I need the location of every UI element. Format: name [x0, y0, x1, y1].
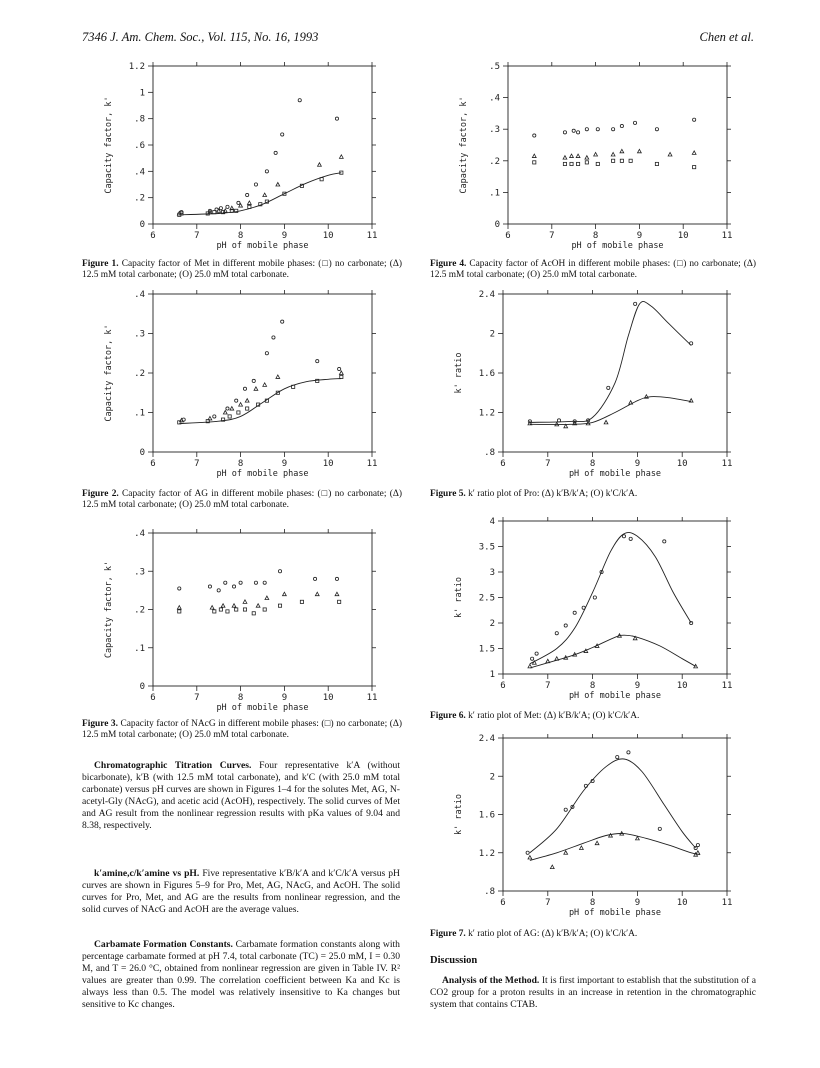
x-tick-label: 7 [545, 898, 551, 908]
y-tick-label: .4 [134, 290, 145, 300]
plot-frame [153, 533, 372, 686]
x-tick-label: 11 [366, 693, 378, 703]
data-point-circle [313, 577, 316, 580]
x-axis-label: pH of mobile phase [568, 469, 662, 479]
data-point-triangle [247, 201, 251, 205]
data-point-triangle [636, 836, 640, 840]
data-point-triangle [254, 387, 258, 391]
data-point-square [237, 411, 240, 414]
data-point-square [563, 162, 566, 165]
data-point-circle [246, 193, 249, 196]
y-tick-label: 1.2 [128, 62, 145, 72]
y-tick-label: 0 [494, 220, 500, 230]
fit-curve [179, 379, 341, 424]
data-point-circle [563, 131, 566, 134]
y-axis-label: Capacity factor, k' [104, 96, 114, 194]
data-point-circle [690, 342, 693, 345]
plot-frame [153, 66, 372, 224]
data-point-triangle [223, 411, 227, 415]
data-point-square [612, 159, 615, 162]
data-point-triangle [243, 600, 247, 604]
data-point-circle [254, 183, 257, 186]
y-tick-label: .8 [484, 887, 495, 897]
fit-curve [530, 759, 696, 853]
data-point-circle [281, 133, 284, 136]
figure-6-caption: Figure 6. k′ ratio plot of Met: (Δ) k′B/k′A; (O) k′C/k′A. [430, 711, 640, 721]
data-point-circle [526, 851, 529, 854]
data-point-circle [215, 208, 218, 211]
data-point-square [213, 610, 216, 613]
x-tick-label: 10 [677, 231, 689, 241]
data-point-triangle [256, 604, 260, 608]
data-point-square [219, 608, 222, 611]
data-point-triangle [221, 604, 225, 608]
x-tick-label: 8 [237, 231, 244, 241]
figure-3-caption: Figure 3. Capacity factor of NAcG in different mobile phases: (□) no carbonate; (Δ) 12.5 mM total carbonate; (O) 25.0 mM total carbonate. [82, 719, 402, 740]
y-tick-label: 1 [489, 670, 495, 680]
data-point-circle [573, 611, 576, 614]
paragraph-titration: Chromatographic Titration Curves. Four representative k′A (without bicarbonate), k′B (with 12.5 mM total carbonate), and k′C (with 25.0 mM total carbonate) versus pH curves are shown in Figures 1–4 for the solutes Met, AG, N-acetyl-Gly (NAcG), and acetic acid (AcOH), respectively. The solid curves of Met and AG result from the nonlinear regression results with pKa values of 9.04 and 8.38, respectively. [82, 760, 400, 831]
y-tick-label: 1.2 [478, 848, 495, 859]
data-point-circle [298, 99, 301, 102]
data-point-circle [217, 589, 220, 592]
y-tick-label: 3 [489, 568, 495, 578]
x-tick-label: 8 [589, 681, 596, 691]
data-point-square [252, 612, 255, 615]
data-point-circle [634, 302, 637, 305]
data-point-triangle [532, 154, 536, 158]
data-point-circle [252, 379, 255, 382]
x-tick-label: 7 [194, 459, 200, 469]
y-tick-label: 2 [489, 619, 495, 629]
data-point-triangle [594, 152, 598, 156]
y-tick-label: 2.4 [478, 734, 495, 744]
x-tick-label: 6 [500, 459, 506, 469]
y-tick-label: 0 [139, 448, 145, 458]
y-tick-label: .1 [134, 643, 145, 654]
data-point-circle [535, 652, 538, 655]
paragraph-carbamate: Carbamate Formation Constants. Carbamate formation constants along with percentage carbamate formed at pH 7.4, total carbonate (TC) = 25.0 mM, I = 0.30 M, and T = 26.0 °C, obtained from nonlinear regression are given in Table IV. R² values are greater than 0.99. The correlation coefficient between Ka and Kc is always less than 0.5. The model was relatively insensitive to Ka changes but sensitive to Kc changes. [82, 939, 400, 1010]
data-point-square [576, 162, 579, 165]
data-point-circle [316, 360, 319, 363]
data-point-circle [596, 128, 599, 131]
data-point-triangle [239, 403, 243, 407]
fit-curve [530, 301, 691, 422]
data-point-circle [232, 585, 235, 588]
figure-2 [95, 286, 400, 486]
data-point-triangle [265, 596, 269, 600]
data-point-triangle [696, 851, 700, 855]
x-axis-label: pH of mobile phase [568, 908, 662, 918]
data-point-circle [226, 205, 229, 208]
x-tick-label: 10 [322, 231, 334, 241]
x-tick-label: 10 [322, 459, 334, 469]
figure-4-caption: Figure 4. Capacity factor of AcOH in different mobile phases: (□) no carbonate; (Δ) 12.5 mM total carbonate; (O) 25.0 mM total carbonate. [430, 259, 756, 280]
data-point-square [278, 604, 281, 607]
data-point-circle [224, 581, 227, 584]
data-point-triangle [585, 156, 589, 160]
y-tick-label: .2 [134, 605, 145, 616]
x-tick-label: 11 [366, 231, 378, 241]
data-point-circle [254, 581, 257, 584]
data-point-triangle [245, 399, 249, 403]
figure-7 [445, 730, 755, 925]
data-point-square [629, 159, 632, 162]
data-point-circle [616, 756, 619, 759]
data-point-circle [338, 367, 341, 370]
data-point-triangle [528, 664, 532, 668]
data-point-triangle [604, 420, 608, 424]
y-tick-label: 1 [139, 88, 145, 99]
data-point-triangle [339, 155, 343, 159]
figure-4 [450, 58, 755, 258]
y-axis-label: Capacity factor, k' [104, 324, 114, 422]
x-tick-label: 6 [150, 231, 156, 241]
y-axis-label: k' ratio [454, 794, 464, 835]
x-tick-label: 6 [500, 898, 506, 908]
y-tick-label: .2 [489, 156, 500, 167]
x-tick-label: 8 [237, 459, 244, 469]
data-point-square [338, 600, 341, 603]
data-point-circle [622, 535, 625, 538]
data-point-triangle [692, 151, 696, 155]
data-point-square [178, 610, 181, 613]
x-tick-label: 9 [281, 231, 288, 241]
data-point-triangle [276, 183, 280, 187]
data-point-circle [278, 570, 281, 573]
data-point-circle [272, 336, 275, 339]
y-tick-label: 1.2 [478, 408, 495, 419]
y-tick-label: 0 [139, 220, 145, 230]
y-axis-label: k' ratio [454, 352, 464, 394]
data-point-circle [263, 581, 266, 584]
data-point-circle [239, 581, 242, 584]
x-tick-label: 8 [237, 693, 244, 703]
figure-7-caption: Figure 7. k′ ratio plot of AG: (Δ) k′B/k′A; (O) k′C/k′A. [430, 929, 638, 939]
data-point-square [235, 608, 238, 611]
data-point-circle [607, 386, 610, 389]
plot-frame [503, 294, 727, 452]
y-tick-label: .4 [134, 529, 145, 539]
x-tick-label: 9 [634, 681, 641, 691]
data-point-triangle [638, 149, 642, 153]
x-tick-label: 11 [721, 681, 733, 691]
data-point-triangle [550, 865, 554, 869]
data-point-triangle [595, 841, 599, 845]
data-point-circle [655, 128, 658, 131]
x-tick-label: 8 [589, 898, 596, 908]
figure-2-caption: Figure 2. Capacity factor of AG in different mobile phases: (□) no carbonate; (Δ) 12.5 mM total carbonate; (O) 25.0 mM total carbonate. [82, 489, 403, 510]
x-tick-label: 9 [634, 459, 641, 469]
y-tick-label: .4 [489, 93, 500, 104]
fit-curve [530, 532, 691, 663]
data-point-circle [533, 134, 536, 137]
data-point-triangle [564, 851, 568, 855]
data-point-triangle [177, 606, 181, 610]
data-point-triangle [563, 156, 567, 160]
y-tick-label: 4 [489, 517, 495, 527]
x-tick-label: 8 [592, 231, 599, 241]
data-point-circle [620, 124, 623, 127]
y-tick-label: .2 [134, 369, 145, 379]
data-point-square [570, 162, 573, 165]
x-tick-label: 7 [194, 231, 200, 241]
data-point-circle [226, 407, 229, 410]
data-point-circle [243, 387, 246, 390]
data-point-triangle [232, 604, 236, 608]
x-tick-label: 10 [676, 681, 688, 691]
figure-1-caption: Figure 1. Capacity factor of Met in different mobile phases: (□) no carbonate; (Δ) 12.5 mM total carbonate; (O) 25.0 mM total carbonate. [82, 259, 402, 280]
fit-curve [530, 635, 696, 668]
x-tick-label: 7 [549, 231, 555, 241]
plot-frame [153, 294, 372, 452]
y-axis-label: k' ratio [454, 577, 464, 618]
data-point-triangle [283, 592, 287, 596]
data-point-triangle [263, 193, 267, 197]
paragraph-ratio: k′amine,c/k′amine vs pH. Five representative k′B/k′A and k′C/k′A versus pH curves are shown in Figures 5–9 for Pro, Met, AG, NAcG, and AcOH. The solid curves for Pro, Met, and AG are the results from nonlinear regression, and the solid curves of NAcG and AcOH are the average values. [82, 868, 400, 915]
x-tick-label: 11 [721, 231, 733, 241]
x-tick-label: 11 [721, 898, 733, 908]
y-tick-label: .4 [134, 167, 145, 178]
data-point-circle [585, 128, 588, 131]
x-tick-label: 8 [589, 459, 596, 469]
running-header-left: 7346 J. Am. Chem. Soc., Vol. 115, No. 16, 1993 [82, 30, 319, 44]
x-tick-label: 6 [150, 693, 156, 703]
y-tick-label: 1.6 [478, 369, 495, 379]
data-point-triangle [611, 152, 615, 156]
data-point-triangle [580, 846, 584, 850]
y-tick-label: 2.5 [478, 593, 495, 604]
y-tick-label: 1.5 [478, 644, 495, 655]
data-point-triangle [576, 154, 580, 158]
y-tick-label: .8 [484, 448, 495, 458]
y-tick-label: 0 [139, 682, 145, 692]
y-tick-label: .3 [134, 329, 145, 340]
data-point-triangle [318, 163, 322, 167]
x-tick-label: 6 [150, 459, 156, 469]
data-point-triangle [210, 606, 214, 610]
data-point-square [243, 608, 246, 611]
data-point-triangle [208, 416, 212, 420]
data-point-square [533, 161, 536, 164]
x-tick-label: 6 [505, 231, 511, 241]
data-point-square [655, 162, 658, 165]
x-tick-label: 10 [676, 459, 688, 469]
paragraph-analysis: Analysis of the Method. It is first important to establish that the substitution of a CO2 group for a proton results in an increase in retention in the chromatographic system that contains CTAB. [430, 975, 756, 1010]
data-point-circle [208, 585, 211, 588]
data-point-triangle [335, 592, 339, 596]
data-point-square [226, 610, 229, 613]
data-point-triangle [555, 657, 559, 661]
data-point-circle [531, 657, 534, 660]
y-tick-label: .3 [134, 567, 145, 578]
x-tick-label: 7 [194, 693, 200, 703]
x-tick-label: 10 [676, 898, 688, 908]
data-point-circle [213, 415, 216, 418]
x-axis-label: pH of mobile phase [216, 703, 309, 713]
data-point-circle [658, 827, 661, 830]
x-tick-label: 10 [322, 693, 334, 703]
fit-curve [530, 397, 691, 425]
data-point-circle [178, 587, 181, 590]
data-point-circle [572, 129, 575, 132]
data-point-triangle [223, 209, 227, 213]
data-point-triangle [620, 149, 624, 153]
data-point-square [340, 375, 343, 378]
y-tick-label: .3 [489, 125, 500, 136]
y-tick-label: 1.6 [478, 810, 495, 821]
x-tick-label: 7 [545, 459, 551, 469]
data-point-circle [555, 632, 558, 635]
y-tick-label: 2 [489, 772, 495, 783]
x-tick-label: 11 [366, 459, 378, 469]
y-tick-label: .6 [134, 141, 145, 151]
data-point-circle [612, 128, 615, 131]
y-axis-label: Capacity factor, k' [104, 560, 114, 659]
x-tick-label: 6 [500, 681, 506, 691]
data-point-circle [564, 624, 567, 627]
data-point-circle [627, 751, 630, 754]
data-point-triangle [528, 856, 532, 860]
data-point-square [620, 159, 623, 162]
data-point-circle [274, 151, 277, 154]
figure-3 [95, 525, 400, 720]
x-axis-label: pH of mobile phase [571, 241, 664, 251]
data-point-circle [281, 320, 284, 323]
x-tick-label: 11 [721, 459, 733, 469]
data-point-circle [265, 352, 268, 355]
x-axis-label: pH of mobile phase [568, 691, 662, 701]
data-point-circle [694, 846, 697, 849]
section-heading-discussion: Discussion [430, 955, 478, 966]
data-point-circle [235, 399, 238, 402]
data-point-triangle [339, 371, 343, 375]
data-point-square [246, 407, 249, 410]
x-axis-label: pH of mobile phase [216, 469, 309, 479]
data-point-square [300, 600, 303, 603]
y-tick-label: .1 [134, 408, 145, 419]
y-tick-label: .5 [489, 62, 500, 72]
plot-frame [508, 66, 727, 224]
data-point-triangle [668, 152, 672, 156]
figure-6 [445, 513, 755, 708]
y-tick-label: .2 [134, 193, 145, 204]
data-point-circle [265, 170, 268, 173]
x-tick-label: 9 [281, 693, 288, 703]
data-point-square [693, 166, 696, 169]
data-point-circle [582, 606, 585, 609]
data-point-circle [696, 844, 699, 847]
data-point-square [596, 162, 599, 165]
data-point-circle [633, 121, 636, 124]
x-tick-label: 9 [634, 898, 641, 908]
data-point-triangle [570, 154, 574, 158]
data-point-circle [593, 596, 596, 599]
data-point-circle [564, 808, 567, 811]
data-point-square [263, 608, 266, 611]
data-point-circle [237, 201, 240, 204]
data-point-triangle [230, 407, 234, 411]
fit-curve [530, 833, 700, 860]
figure-5 [445, 286, 755, 486]
data-point-square [585, 161, 588, 164]
y-tick-label: .8 [134, 114, 145, 125]
running-header-right: Chen et al. [699, 30, 754, 44]
data-point-circle [335, 577, 338, 580]
data-point-triangle [315, 592, 319, 596]
fit-curve [179, 173, 341, 215]
y-tick-label: 2 [489, 329, 495, 340]
data-point-circle [335, 117, 338, 120]
x-tick-label: 9 [636, 231, 643, 241]
data-point-triangle [276, 375, 280, 379]
data-point-circle [693, 118, 696, 121]
data-point-circle [663, 540, 666, 543]
data-point-circle [576, 131, 579, 134]
figure-5-caption: Figure 5. k′ ratio plot of Pro: (Δ) k′B/k′A; (O) k′C/k′A. [430, 489, 638, 499]
x-tick-label: 7 [545, 681, 551, 691]
y-tick-label: .1 [489, 188, 500, 199]
data-point-circle [629, 537, 632, 540]
figure-1 [95, 58, 400, 258]
y-axis-label: Capacity factor, k' [459, 96, 469, 194]
data-point-triangle [263, 383, 267, 387]
x-axis-label: pH of mobile phase [216, 241, 309, 251]
x-tick-label: 9 [281, 459, 288, 469]
y-tick-label: 2.4 [478, 290, 495, 300]
data-point-circle [219, 207, 222, 210]
y-tick-label: 3.5 [478, 542, 495, 553]
data-point-square [228, 415, 231, 418]
data-point-triangle [546, 659, 550, 663]
